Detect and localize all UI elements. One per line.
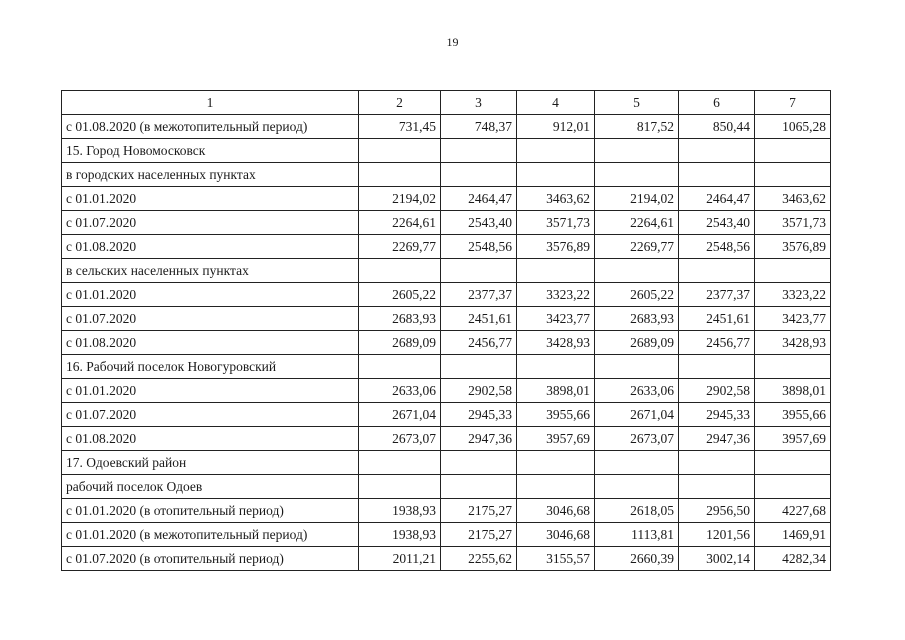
value-cell	[359, 163, 441, 187]
value-cell	[679, 355, 755, 379]
value-cell: 2548,56	[679, 235, 755, 259]
value-cell: 3423,77	[755, 307, 831, 331]
value-cell: 1201,56	[679, 523, 755, 547]
row-label: с 01.08.2020 (в межотопительный период)	[62, 115, 359, 139]
table-header-row	[62, 91, 831, 115]
row-label: с 01.08.2020	[62, 235, 359, 259]
value-cell: 3428,93	[755, 331, 831, 355]
value-cell	[595, 139, 679, 163]
value-cell: 748,37	[441, 115, 517, 139]
table-row	[62, 379, 831, 403]
value-cell: 2633,06	[359, 379, 441, 403]
value-cell: 3002,14	[679, 547, 755, 571]
value-cell: 3955,66	[517, 403, 595, 427]
row-label: с 01.01.2020 (в отопительный период)	[62, 499, 359, 523]
value-cell: 2175,27	[441, 523, 517, 547]
table-row	[62, 307, 831, 331]
value-cell: 2618,05	[595, 499, 679, 523]
tariff-table	[61, 90, 831, 571]
row-label: с 01.01.2020 (в межотопительный период)	[62, 523, 359, 547]
value-cell: 1065,28	[755, 115, 831, 139]
row-label: 17. Одоевский район	[62, 451, 359, 475]
value-cell	[595, 163, 679, 187]
value-cell: 3955,66	[755, 403, 831, 427]
value-cell: 2464,47	[679, 187, 755, 211]
table-row	[62, 331, 831, 355]
value-cell: 3571,73	[517, 211, 595, 235]
row-label: с 01.07.2020	[62, 211, 359, 235]
row-label: с 01.07.2020 (в отопительный период)	[62, 547, 359, 571]
value-cell: 2671,04	[359, 403, 441, 427]
value-cell: 3423,77	[517, 307, 595, 331]
value-cell	[755, 451, 831, 475]
table-row	[62, 163, 831, 187]
row-label: с 01.08.2020	[62, 331, 359, 355]
value-cell: 2689,09	[359, 331, 441, 355]
value-cell	[679, 259, 755, 283]
value-cell: 2947,36	[679, 427, 755, 451]
value-cell: 3463,62	[517, 187, 595, 211]
value-cell: 2956,50	[679, 499, 755, 523]
value-cell	[517, 451, 595, 475]
value-cell: 1938,93	[359, 523, 441, 547]
value-cell: 2456,77	[441, 331, 517, 355]
value-cell	[755, 355, 831, 379]
value-cell: 3428,93	[517, 331, 595, 355]
value-cell: 2945,33	[441, 403, 517, 427]
column-header: 7	[755, 91, 831, 115]
value-cell: 2633,06	[595, 379, 679, 403]
value-cell: 2902,58	[441, 379, 517, 403]
column-header: 6	[679, 91, 755, 115]
column-header: 4	[517, 91, 595, 115]
value-cell: 817,52	[595, 115, 679, 139]
value-cell: 2269,77	[359, 235, 441, 259]
value-cell: 2377,37	[679, 283, 755, 307]
value-cell: 2605,22	[359, 283, 441, 307]
value-cell	[679, 451, 755, 475]
value-cell	[359, 451, 441, 475]
value-cell	[595, 259, 679, 283]
table-row	[62, 523, 831, 547]
table-row	[62, 547, 831, 571]
value-cell	[441, 259, 517, 283]
value-cell: 3957,69	[517, 427, 595, 451]
value-cell	[517, 259, 595, 283]
value-cell: 3323,22	[517, 283, 595, 307]
value-cell: 2605,22	[595, 283, 679, 307]
value-cell: 2464,47	[441, 187, 517, 211]
table-row	[62, 115, 831, 139]
value-cell: 2269,77	[595, 235, 679, 259]
row-label: 15. Город Новомосковск	[62, 139, 359, 163]
value-cell	[359, 139, 441, 163]
value-cell	[359, 355, 441, 379]
row-label: с 01.07.2020	[62, 403, 359, 427]
value-cell: 3898,01	[755, 379, 831, 403]
table-row	[62, 355, 831, 379]
value-cell: 3046,68	[517, 499, 595, 523]
value-cell: 3323,22	[755, 283, 831, 307]
value-cell: 2945,33	[679, 403, 755, 427]
value-cell	[755, 475, 831, 499]
value-cell	[359, 475, 441, 499]
value-cell: 2683,93	[359, 307, 441, 331]
value-cell	[517, 139, 595, 163]
value-cell: 2660,39	[595, 547, 679, 571]
table-row	[62, 259, 831, 283]
column-header: 2	[359, 91, 441, 115]
value-cell	[441, 139, 517, 163]
value-cell	[441, 475, 517, 499]
value-cell: 2451,61	[679, 307, 755, 331]
value-cell: 2543,40	[679, 211, 755, 235]
row-label: с 01.07.2020	[62, 307, 359, 331]
value-cell: 2194,02	[359, 187, 441, 211]
row-label: в сельских населенных пунктах	[62, 259, 359, 283]
value-cell	[441, 451, 517, 475]
column-header: 3	[441, 91, 517, 115]
value-cell: 3463,62	[755, 187, 831, 211]
value-cell	[755, 139, 831, 163]
value-cell	[755, 259, 831, 283]
value-cell: 2175,27	[441, 499, 517, 523]
value-cell: 1469,91	[755, 523, 831, 547]
value-cell	[679, 475, 755, 499]
value-cell: 3576,89	[517, 235, 595, 259]
value-cell: 2673,07	[359, 427, 441, 451]
table-row	[62, 451, 831, 475]
value-cell: 4282,34	[755, 547, 831, 571]
value-cell: 850,44	[679, 115, 755, 139]
value-cell: 2683,93	[595, 307, 679, 331]
value-cell	[517, 163, 595, 187]
row-label: с 01.01.2020	[62, 283, 359, 307]
value-cell	[441, 355, 517, 379]
value-cell: 3046,68	[517, 523, 595, 547]
table-row	[62, 139, 831, 163]
table-row	[62, 499, 831, 523]
row-label: с 01.01.2020	[62, 379, 359, 403]
value-cell	[679, 163, 755, 187]
value-cell	[595, 451, 679, 475]
table-row	[62, 475, 831, 499]
value-cell: 2264,61	[595, 211, 679, 235]
value-cell	[595, 475, 679, 499]
value-cell: 2673,07	[595, 427, 679, 451]
value-cell	[517, 475, 595, 499]
value-cell: 3155,57	[517, 547, 595, 571]
value-cell	[441, 163, 517, 187]
value-cell	[679, 139, 755, 163]
value-cell: 2947,36	[441, 427, 517, 451]
table-row	[62, 187, 831, 211]
row-label: с 01.08.2020	[62, 427, 359, 451]
value-cell	[359, 259, 441, 283]
value-cell: 2543,40	[441, 211, 517, 235]
row-label: с 01.01.2020	[62, 187, 359, 211]
table-row	[62, 235, 831, 259]
table-row	[62, 283, 831, 307]
value-cell: 2902,58	[679, 379, 755, 403]
table-row	[62, 403, 831, 427]
row-label: в городских населенных пунктах	[62, 163, 359, 187]
value-cell: 2255,62	[441, 547, 517, 571]
value-cell	[595, 355, 679, 379]
value-cell: 2264,61	[359, 211, 441, 235]
value-cell: 3957,69	[755, 427, 831, 451]
value-cell: 2377,37	[441, 283, 517, 307]
value-cell: 2456,77	[679, 331, 755, 355]
value-cell	[517, 355, 595, 379]
value-cell: 2671,04	[595, 403, 679, 427]
table-row	[62, 427, 831, 451]
value-cell: 2689,09	[595, 331, 679, 355]
value-cell: 912,01	[517, 115, 595, 139]
row-label: рабочий поселок Одоев	[62, 475, 359, 499]
row-label: 16. Рабочий поселок Новогуровский	[62, 355, 359, 379]
value-cell: 2194,02	[595, 187, 679, 211]
value-cell: 3571,73	[755, 211, 831, 235]
page-number: 19	[446, 35, 459, 49]
value-cell	[755, 163, 831, 187]
value-cell: 2451,61	[441, 307, 517, 331]
column-header: 1	[62, 91, 359, 115]
value-cell: 3576,89	[755, 235, 831, 259]
value-cell: 4227,68	[755, 499, 831, 523]
value-cell: 1113,81	[595, 523, 679, 547]
value-cell: 731,45	[359, 115, 441, 139]
value-cell: 2011,21	[359, 547, 441, 571]
value-cell: 2548,56	[441, 235, 517, 259]
value-cell: 1938,93	[359, 499, 441, 523]
table-row	[62, 211, 831, 235]
value-cell: 3898,01	[517, 379, 595, 403]
column-header: 5	[595, 91, 679, 115]
